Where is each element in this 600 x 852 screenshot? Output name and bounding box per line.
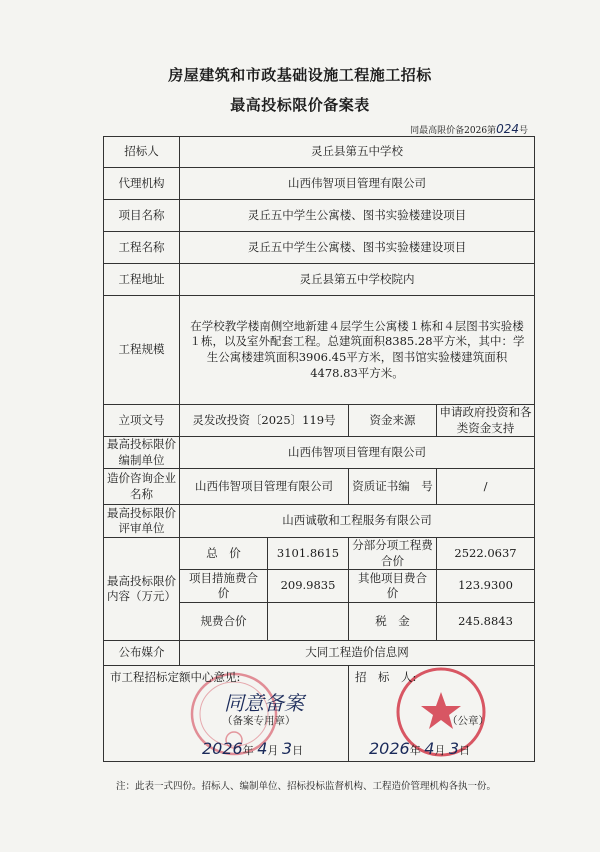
tax-value: 245.8843	[437, 603, 535, 641]
doc-title-line2: 最高投标限价备案表	[230, 96, 370, 114]
scale-label: 工程规模	[104, 296, 180, 405]
right-date-month-label: 月	[434, 744, 446, 758]
record-number	[410, 122, 528, 136]
cert-label: 资质证书编 号	[349, 469, 437, 505]
right-date-month: 4	[424, 739, 435, 759]
right-date-year: 2026	[369, 739, 410, 759]
right-date-day: 3	[448, 739, 460, 759]
cert-value: /	[437, 469, 535, 505]
footnote: 注：此表一式四份。招标人、编制单位、招标投标监督机构、工程造价管理机构各执一份。	[116, 781, 497, 792]
total-value: 3101.8615	[268, 538, 349, 570]
prep-label: 最高投标限价编制单位	[104, 437, 180, 469]
other-label: 其他项目费合 价	[349, 570, 437, 603]
consult-value: 山西伟智项目管理有限公司	[180, 469, 349, 505]
media-label: 公布媒介	[104, 641, 180, 666]
record-num: 024	[496, 122, 519, 136]
measure-value: 209.9835	[268, 570, 349, 603]
other-value: 123.9300	[437, 570, 535, 603]
agent-value: 山西伟智项目管理有限公司	[180, 168, 535, 200]
agent-label: 代理机构	[104, 168, 180, 200]
record-table	[103, 136, 535, 762]
left-date-month: 4	[257, 739, 268, 759]
left-date-day-label: 日	[292, 744, 304, 758]
sub-value: 2522.0637	[437, 538, 535, 570]
fee-label: 规费合价	[180, 603, 268, 641]
left-date	[202, 738, 303, 760]
record-prefix: 同最高限价备2026第	[410, 126, 497, 136]
fund-label: 资金来源	[349, 405, 437, 437]
address-label: 工程地址	[104, 264, 180, 296]
media-value: 大同工程造价信息网	[180, 641, 535, 666]
measure-label: 项目措施费合 价	[180, 570, 268, 603]
left-date-year-label: 年	[242, 744, 254, 758]
right-date	[369, 738, 470, 760]
approval-label: 立项文号	[104, 405, 180, 437]
consult-label: 造价咨询企业名称	[104, 469, 180, 505]
left-date-year: 2026	[202, 739, 243, 759]
content-label: 最高投标限价内容（万元）	[104, 538, 180, 641]
left-date-day: 3	[281, 739, 293, 759]
left-date-month-label: 月	[267, 744, 279, 758]
project-label: 项目名称	[104, 200, 180, 232]
record-suffix: 号	[518, 126, 528, 136]
approval-handwriting: 同意备案	[224, 691, 304, 716]
works-value: 灵丘五中学生公寓楼、图书实验楼建设项目	[180, 232, 535, 264]
tenderer-seal-caption: （公章）	[447, 715, 489, 728]
sub-label: 分部分项工程费合价	[349, 538, 437, 570]
project-value: 灵丘五中学生公寓楼、图书实验楼建设项目	[180, 200, 535, 232]
fee-value	[268, 603, 349, 641]
prep-value: 山西伟智项目管理有限公司	[180, 437, 535, 469]
right-date-day-label: 日	[459, 744, 471, 758]
tenderer-sign-label: 招 标 人:	[355, 670, 417, 685]
tenderer-label: 招标人	[104, 137, 180, 168]
tenderer-value: 灵丘县第五中学校	[180, 137, 535, 168]
address-value: 灵丘县第五中学校院内	[180, 264, 535, 296]
doc-title-line1: 房屋建筑和市政基础设施工程施工招标	[168, 66, 432, 84]
tax-label: 税 金	[349, 603, 437, 641]
fund-value: 申请政府投资和各类资金支持	[437, 405, 535, 437]
sign-right-cell	[349, 666, 535, 762]
review-label: 最高投标限价评审单位	[104, 505, 180, 538]
right-date-year-label: 年	[409, 744, 421, 758]
review-value: 山西诚敬和工程服务有限公司	[180, 505, 535, 538]
sign-left-cell	[104, 666, 349, 762]
center-opinion-label: 市工程招标定额中心意见:	[110, 670, 241, 685]
works-label: 工程名称	[104, 232, 180, 264]
approval-value: 灵发改投资〔2025〕119号	[180, 405, 349, 437]
filing-seal-caption: （备案专用章）	[222, 715, 296, 728]
scale-value: 在学校教学楼南侧空地新建４层学生公寓楼１栋和４层图书实验楼１栋，以及室外配套工程。总建筑面积8385.28平方米，其中：学生公寓楼建筑面积3906.45平方米，图书馆实验楼建筑面积4478.83平方米。	[180, 296, 535, 405]
total-label: 总 价	[180, 538, 268, 570]
